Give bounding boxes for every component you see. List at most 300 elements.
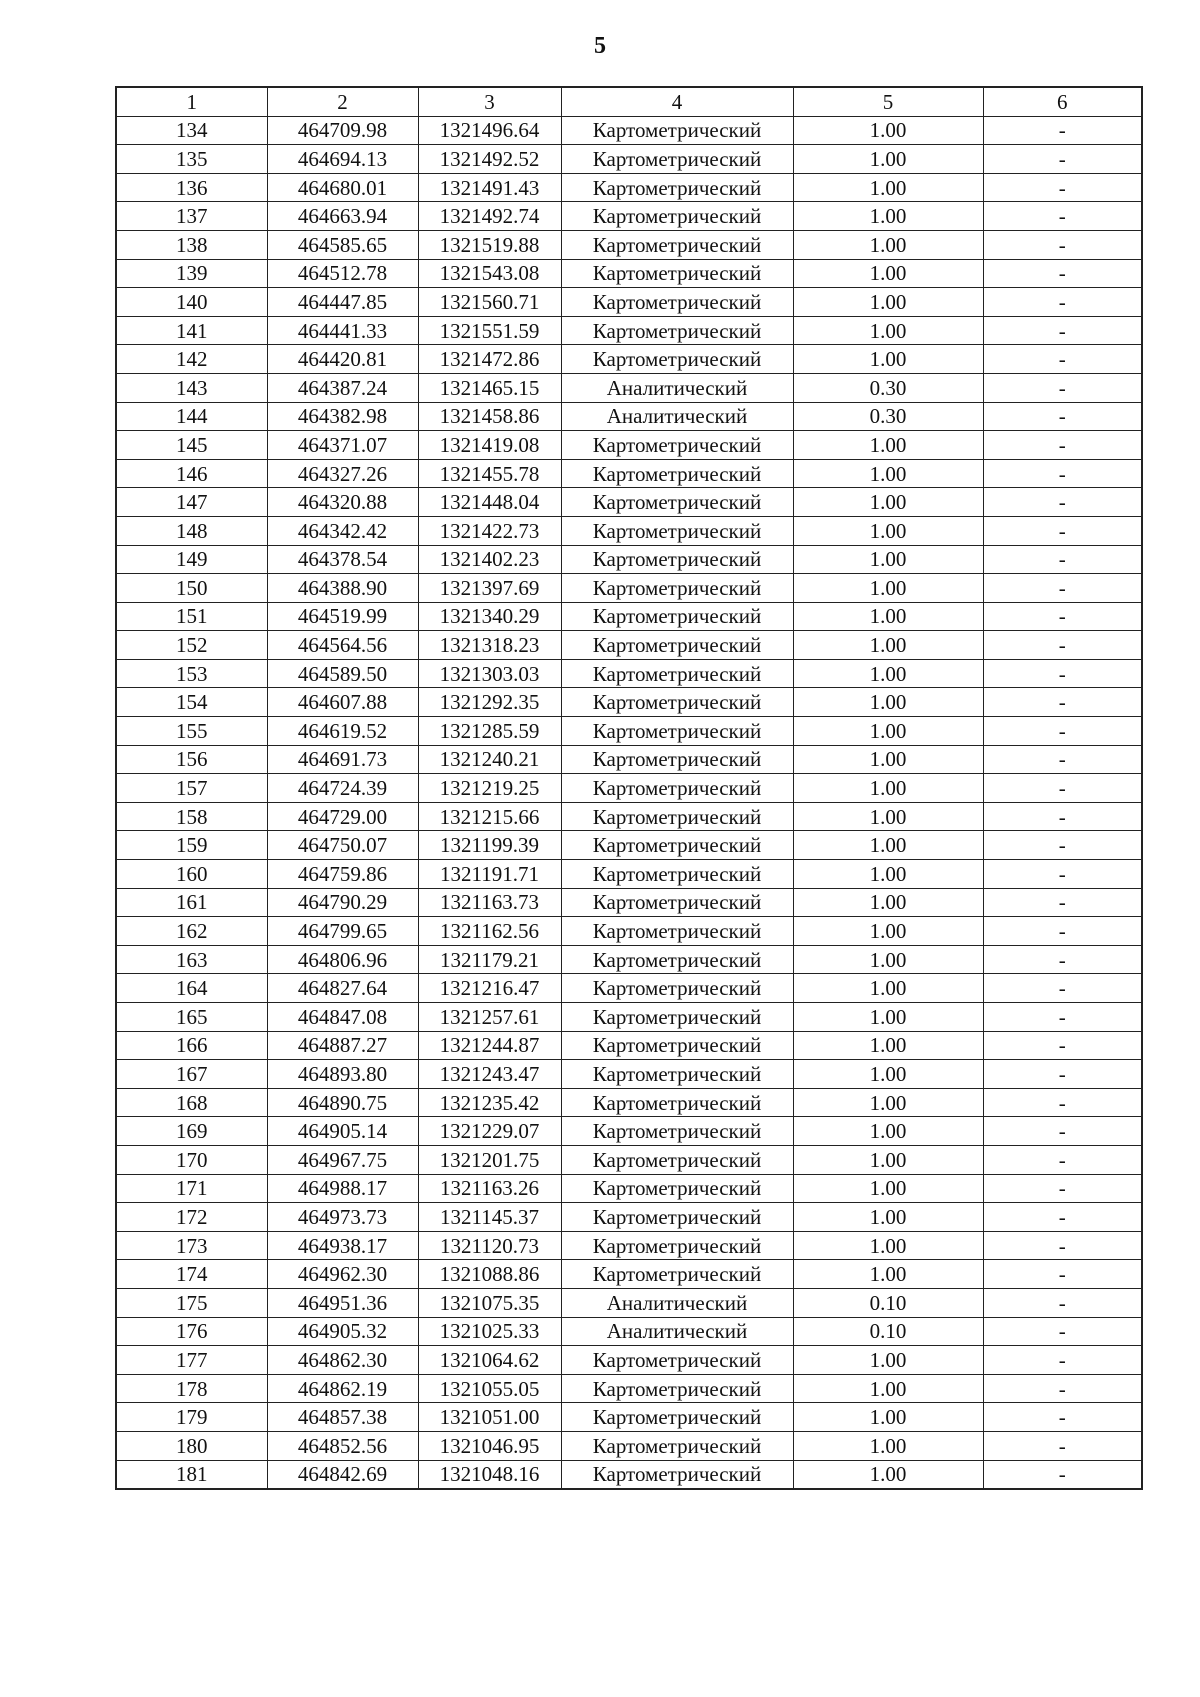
accuracy-cell: 1.00 <box>793 1231 983 1260</box>
table-row <box>116 316 1142 345</box>
x-coordinate-cell: 464327.26 <box>267 459 418 488</box>
table-row <box>116 1145 1142 1174</box>
method-cell: Картометрический <box>561 802 793 831</box>
description-cell: - <box>983 888 1142 917</box>
method-cell: Картометрический <box>561 1031 793 1060</box>
point-number-cell: 134 <box>116 116 267 145</box>
description-cell: - <box>983 1060 1142 1089</box>
y-coordinate-cell: 1321199.39 <box>418 831 561 860</box>
description-cell: - <box>983 516 1142 545</box>
y-coordinate-cell: 1321048.16 <box>418 1460 561 1489</box>
point-number-cell: 173 <box>116 1231 267 1260</box>
method-cell: Картометрический <box>561 288 793 317</box>
table-row <box>116 1031 1142 1060</box>
table-row <box>116 1460 1142 1489</box>
y-coordinate-cell: 1321465.15 <box>418 373 561 402</box>
y-coordinate-cell: 1321318.23 <box>418 631 561 660</box>
table-row <box>116 602 1142 631</box>
accuracy-cell: 1.00 <box>793 1174 983 1203</box>
accuracy-cell: 1.00 <box>793 545 983 574</box>
y-coordinate-cell: 1321243.47 <box>418 1060 561 1089</box>
table-body <box>116 116 1142 1489</box>
y-coordinate-cell: 1321219.25 <box>418 774 561 803</box>
coordinates-table <box>115 86 1143 1490</box>
description-cell: - <box>983 1174 1142 1203</box>
y-coordinate-cell: 1321215.66 <box>418 802 561 831</box>
description-cell: - <box>983 1117 1142 1146</box>
point-number-cell: 140 <box>116 288 267 317</box>
method-cell: Картометрический <box>561 1346 793 1375</box>
table-row <box>116 230 1142 259</box>
point-number-cell: 157 <box>116 774 267 803</box>
method-cell: Картометрический <box>561 860 793 889</box>
method-cell: Картометрический <box>561 173 793 202</box>
y-coordinate-cell: 1321519.88 <box>418 230 561 259</box>
y-coordinate-cell: 1321402.23 <box>418 545 561 574</box>
method-cell: Картометрический <box>561 717 793 746</box>
point-number-cell: 149 <box>116 545 267 574</box>
x-coordinate-cell: 464790.29 <box>267 888 418 917</box>
description-cell: - <box>983 1288 1142 1317</box>
point-number-cell: 154 <box>116 688 267 717</box>
point-number-cell: 166 <box>116 1031 267 1060</box>
method-cell: Картометрический <box>561 1403 793 1432</box>
method-cell: Картометрический <box>561 1174 793 1203</box>
y-coordinate-cell: 1321303.03 <box>418 659 561 688</box>
method-cell: Аналитический <box>561 373 793 402</box>
method-cell: Картометрический <box>561 259 793 288</box>
x-coordinate-cell: 464893.80 <box>267 1060 418 1089</box>
description-cell: - <box>983 431 1142 460</box>
accuracy-cell: 1.00 <box>793 1374 983 1403</box>
description-cell: - <box>983 402 1142 431</box>
point-number-cell: 146 <box>116 459 267 488</box>
table-row <box>116 974 1142 1003</box>
x-coordinate-cell: 464750.07 <box>267 831 418 860</box>
x-coordinate-cell: 464519.99 <box>267 602 418 631</box>
point-number-cell: 169 <box>116 1117 267 1146</box>
y-coordinate-cell: 1321216.47 <box>418 974 561 1003</box>
y-coordinate-cell: 1321397.69 <box>418 574 561 603</box>
accuracy-cell: 1.00 <box>793 688 983 717</box>
x-coordinate-cell: 464663.94 <box>267 202 418 231</box>
method-cell: Картометрический <box>561 917 793 946</box>
point-number-cell: 145 <box>116 431 267 460</box>
table-row <box>116 574 1142 603</box>
point-number-cell: 162 <box>116 917 267 946</box>
accuracy-cell: 1.00 <box>793 516 983 545</box>
y-coordinate-cell: 1321551.59 <box>418 316 561 345</box>
description-cell: - <box>983 688 1142 717</box>
method-cell: Картометрический <box>561 1203 793 1232</box>
accuracy-cell: 1.00 <box>793 1403 983 1432</box>
description-cell: - <box>983 316 1142 345</box>
x-coordinate-cell: 464847.08 <box>267 1003 418 1032</box>
y-coordinate-cell: 1321046.95 <box>418 1431 561 1460</box>
table-row <box>116 488 1142 517</box>
accuracy-cell: 0.10 <box>793 1317 983 1346</box>
accuracy-cell: 1.00 <box>793 116 983 145</box>
accuracy-cell: 1.00 <box>793 488 983 517</box>
accuracy-cell: 1.00 <box>793 1145 983 1174</box>
table-row <box>116 116 1142 145</box>
accuracy-cell: 1.00 <box>793 831 983 860</box>
x-coordinate-cell: 464724.39 <box>267 774 418 803</box>
x-coordinate-cell: 464619.52 <box>267 717 418 746</box>
point-number-cell: 160 <box>116 860 267 889</box>
description-cell: - <box>983 1317 1142 1346</box>
description-cell: - <box>983 831 1142 860</box>
table-row <box>116 1003 1142 1032</box>
x-coordinate-cell: 464371.07 <box>267 431 418 460</box>
table-row <box>116 860 1142 889</box>
method-cell: Картометрический <box>561 659 793 688</box>
y-coordinate-cell: 1321229.07 <box>418 1117 561 1146</box>
table-row <box>116 688 1142 717</box>
accuracy-cell: 1.00 <box>793 1431 983 1460</box>
table-row <box>116 659 1142 688</box>
accuracy-cell: 1.00 <box>793 1117 983 1146</box>
y-coordinate-cell: 1321025.33 <box>418 1317 561 1346</box>
description-cell: - <box>983 1346 1142 1375</box>
point-number-cell: 150 <box>116 574 267 603</box>
table-row <box>116 1117 1142 1146</box>
header-cell-1: 1 <box>116 87 267 116</box>
method-cell: Аналитический <box>561 1317 793 1346</box>
accuracy-cell: 1.00 <box>793 230 983 259</box>
x-coordinate-cell: 464729.00 <box>267 802 418 831</box>
x-coordinate-cell: 464589.50 <box>267 659 418 688</box>
x-coordinate-cell: 464342.42 <box>267 516 418 545</box>
point-number-cell: 155 <box>116 717 267 746</box>
y-coordinate-cell: 1321244.87 <box>418 1031 561 1060</box>
x-coordinate-cell: 464827.64 <box>267 974 418 1003</box>
y-coordinate-cell: 1321235.42 <box>418 1088 561 1117</box>
method-cell: Картометрический <box>561 488 793 517</box>
point-number-cell: 152 <box>116 631 267 660</box>
x-coordinate-cell: 464387.24 <box>267 373 418 402</box>
y-coordinate-cell: 1321492.74 <box>418 202 561 231</box>
method-cell: Картометрический <box>561 974 793 1003</box>
point-number-cell: 147 <box>116 488 267 517</box>
method-cell: Картометрический <box>561 945 793 974</box>
x-coordinate-cell: 464759.86 <box>267 860 418 889</box>
method-cell: Картометрический <box>561 1117 793 1146</box>
x-coordinate-cell: 464862.19 <box>267 1374 418 1403</box>
method-cell: Картометрический <box>561 1088 793 1117</box>
y-coordinate-cell: 1321491.43 <box>418 173 561 202</box>
description-cell: - <box>983 631 1142 660</box>
method-cell: Картометрический <box>561 202 793 231</box>
x-coordinate-cell: 464973.73 <box>267 1203 418 1232</box>
point-number-cell: 176 <box>116 1317 267 1346</box>
y-coordinate-cell: 1321492.52 <box>418 145 561 174</box>
y-coordinate-cell: 1321340.29 <box>418 602 561 631</box>
description-cell: - <box>983 602 1142 631</box>
x-coordinate-cell: 464680.01 <box>267 173 418 202</box>
y-coordinate-cell: 1321292.35 <box>418 688 561 717</box>
header-cell-4: 4 <box>561 87 793 116</box>
y-coordinate-cell: 1321422.73 <box>418 516 561 545</box>
accuracy-cell: 1.00 <box>793 1460 983 1489</box>
x-coordinate-cell: 464694.13 <box>267 145 418 174</box>
header-cell-5: 5 <box>793 87 983 116</box>
accuracy-cell: 1.00 <box>793 802 983 831</box>
point-number-cell: 181 <box>116 1460 267 1489</box>
point-number-cell: 167 <box>116 1060 267 1089</box>
description-cell: - <box>983 1374 1142 1403</box>
description-cell: - <box>983 802 1142 831</box>
x-coordinate-cell: 464962.30 <box>267 1260 418 1289</box>
table-row <box>116 745 1142 774</box>
point-number-cell: 138 <box>116 230 267 259</box>
y-coordinate-cell: 1321448.04 <box>418 488 561 517</box>
accuracy-cell: 1.00 <box>793 1060 983 1089</box>
accuracy-cell: 1.00 <box>793 1346 983 1375</box>
accuracy-cell: 1.00 <box>793 459 983 488</box>
point-number-cell: 178 <box>116 1374 267 1403</box>
description-cell: - <box>983 459 1142 488</box>
x-coordinate-cell: 464842.69 <box>267 1460 418 1489</box>
description-cell: - <box>983 373 1142 402</box>
y-coordinate-cell: 1321458.86 <box>418 402 561 431</box>
y-coordinate-cell: 1321179.21 <box>418 945 561 974</box>
y-coordinate-cell: 1321162.56 <box>418 917 561 946</box>
point-number-cell: 151 <box>116 602 267 631</box>
table-row <box>116 173 1142 202</box>
accuracy-cell: 1.00 <box>793 202 983 231</box>
y-coordinate-cell: 1321075.35 <box>418 1288 561 1317</box>
y-coordinate-cell: 1321240.21 <box>418 745 561 774</box>
table-row <box>116 1317 1142 1346</box>
table-row <box>116 1260 1142 1289</box>
header-cell-3: 3 <box>418 87 561 116</box>
accuracy-cell: 1.00 <box>793 945 983 974</box>
accuracy-cell: 0.30 <box>793 402 983 431</box>
description-cell: - <box>983 230 1142 259</box>
accuracy-cell: 1.00 <box>793 888 983 917</box>
method-cell: Картометрический <box>561 459 793 488</box>
accuracy-cell: 1.00 <box>793 288 983 317</box>
table-row <box>116 1403 1142 1432</box>
method-cell: Картометрический <box>561 545 793 574</box>
accuracy-cell: 0.10 <box>793 1288 983 1317</box>
y-coordinate-cell: 1321201.75 <box>418 1145 561 1174</box>
method-cell: Картометрический <box>561 431 793 460</box>
x-coordinate-cell: 464709.98 <box>267 116 418 145</box>
description-cell: - <box>983 1003 1142 1032</box>
x-coordinate-cell: 464857.38 <box>267 1403 418 1432</box>
description-cell: - <box>983 202 1142 231</box>
description-cell: - <box>983 545 1142 574</box>
table-row <box>116 802 1142 831</box>
table-row <box>116 1231 1142 1260</box>
point-number-cell: 158 <box>116 802 267 831</box>
x-coordinate-cell: 464441.33 <box>267 316 418 345</box>
table-header <box>116 87 1142 116</box>
description-cell: - <box>983 1460 1142 1489</box>
table-row <box>116 1431 1142 1460</box>
accuracy-cell: 1.00 <box>793 1031 983 1060</box>
method-cell: Картометрический <box>561 516 793 545</box>
x-coordinate-cell: 464378.54 <box>267 545 418 574</box>
x-coordinate-cell: 464862.30 <box>267 1346 418 1375</box>
x-coordinate-cell: 464691.73 <box>267 745 418 774</box>
method-cell: Картометрический <box>561 1460 793 1489</box>
description-cell: - <box>983 1431 1142 1460</box>
accuracy-cell: 1.00 <box>793 717 983 746</box>
x-coordinate-cell: 464607.88 <box>267 688 418 717</box>
table-row <box>116 202 1142 231</box>
x-coordinate-cell: 464905.14 <box>267 1117 418 1146</box>
point-number-cell: 137 <box>116 202 267 231</box>
method-cell: Картометрический <box>561 116 793 145</box>
point-number-cell: 135 <box>116 145 267 174</box>
method-cell: Картометрический <box>561 774 793 803</box>
method-cell: Картометрический <box>561 888 793 917</box>
point-number-cell: 174 <box>116 1260 267 1289</box>
accuracy-cell: 1.00 <box>793 774 983 803</box>
accuracy-cell: 1.00 <box>793 345 983 374</box>
description-cell: - <box>983 173 1142 202</box>
point-number-cell: 144 <box>116 402 267 431</box>
x-coordinate-cell: 464890.75 <box>267 1088 418 1117</box>
point-number-cell: 161 <box>116 888 267 917</box>
accuracy-cell: 1.00 <box>793 974 983 1003</box>
table-row <box>116 831 1142 860</box>
table-row <box>116 1088 1142 1117</box>
y-coordinate-cell: 1321088.86 <box>418 1260 561 1289</box>
method-cell: Картометрический <box>561 145 793 174</box>
table-row <box>116 1060 1142 1089</box>
x-coordinate-cell: 464799.65 <box>267 917 418 946</box>
accuracy-cell: 1.00 <box>793 431 983 460</box>
description-cell: - <box>983 1088 1142 1117</box>
table-row <box>116 259 1142 288</box>
table-row <box>116 459 1142 488</box>
accuracy-cell: 1.00 <box>793 316 983 345</box>
y-coordinate-cell: 1321560.71 <box>418 288 561 317</box>
method-cell: Картометрический <box>561 1431 793 1460</box>
header-cell-6: 6 <box>983 87 1142 116</box>
description-cell: - <box>983 1403 1142 1432</box>
x-coordinate-cell: 464447.85 <box>267 288 418 317</box>
description-cell: - <box>983 116 1142 145</box>
table-row <box>116 516 1142 545</box>
table-row <box>116 1174 1142 1203</box>
description-cell: - <box>983 860 1142 889</box>
y-coordinate-cell: 1321064.62 <box>418 1346 561 1375</box>
accuracy-cell: 1.00 <box>793 173 983 202</box>
y-coordinate-cell: 1321543.08 <box>418 259 561 288</box>
description-cell: - <box>983 288 1142 317</box>
point-number-cell: 170 <box>116 1145 267 1174</box>
point-number-cell: 156 <box>116 745 267 774</box>
description-cell: - <box>983 1031 1142 1060</box>
x-coordinate-cell: 464852.56 <box>267 1431 418 1460</box>
method-cell: Аналитический <box>561 402 793 431</box>
x-coordinate-cell: 464967.75 <box>267 1145 418 1174</box>
method-cell: Картометрический <box>561 1060 793 1089</box>
method-cell: Картометрический <box>561 602 793 631</box>
x-coordinate-cell: 464988.17 <box>267 1174 418 1203</box>
x-coordinate-cell: 464388.90 <box>267 574 418 603</box>
x-coordinate-cell: 464564.56 <box>267 631 418 660</box>
accuracy-cell: 1.00 <box>793 1203 983 1232</box>
description-cell: - <box>983 659 1142 688</box>
point-number-cell: 153 <box>116 659 267 688</box>
accuracy-cell: 1.00 <box>793 574 983 603</box>
table-row <box>116 774 1142 803</box>
y-coordinate-cell: 1321285.59 <box>418 717 561 746</box>
accuracy-cell: 1.00 <box>793 1003 983 1032</box>
y-coordinate-cell: 1321496.64 <box>418 116 561 145</box>
accuracy-cell: 1.00 <box>793 745 983 774</box>
accuracy-cell: 1.00 <box>793 1260 983 1289</box>
header-cell-2: 2 <box>267 87 418 116</box>
point-number-cell: 175 <box>116 1288 267 1317</box>
method-cell: Картометрический <box>561 345 793 374</box>
method-cell: Картометрический <box>561 1374 793 1403</box>
point-number-cell: 142 <box>116 345 267 374</box>
description-cell: - <box>983 774 1142 803</box>
header-row <box>116 87 1142 116</box>
table-row <box>116 888 1142 917</box>
point-number-cell: 177 <box>116 1346 267 1375</box>
method-cell: Картометрический <box>561 631 793 660</box>
description-cell: - <box>983 945 1142 974</box>
y-coordinate-cell: 1321455.78 <box>418 459 561 488</box>
method-cell: Картометрический <box>561 1231 793 1260</box>
description-cell: - <box>983 488 1142 517</box>
accuracy-cell: 1.00 <box>793 145 983 174</box>
accuracy-cell: 1.00 <box>793 602 983 631</box>
method-cell: Картометрический <box>561 745 793 774</box>
x-coordinate-cell: 464585.65 <box>267 230 418 259</box>
x-coordinate-cell: 464420.81 <box>267 345 418 374</box>
point-number-cell: 148 <box>116 516 267 545</box>
table-row <box>116 917 1142 946</box>
table-row <box>116 545 1142 574</box>
x-coordinate-cell: 464951.36 <box>267 1288 418 1317</box>
accuracy-cell: 1.00 <box>793 659 983 688</box>
table-row <box>116 288 1142 317</box>
y-coordinate-cell: 1321120.73 <box>418 1231 561 1260</box>
x-coordinate-cell: 464806.96 <box>267 945 418 974</box>
y-coordinate-cell: 1321145.37 <box>418 1203 561 1232</box>
method-cell: Картометрический <box>561 1260 793 1289</box>
table-row <box>116 945 1142 974</box>
point-number-cell: 168 <box>116 1088 267 1117</box>
table-row <box>116 631 1142 660</box>
point-number-cell: 143 <box>116 373 267 402</box>
accuracy-cell: 1.00 <box>793 917 983 946</box>
table-row <box>116 145 1142 174</box>
method-cell: Картометрический <box>561 574 793 603</box>
point-number-cell: 164 <box>116 974 267 1003</box>
accuracy-cell: 1.00 <box>793 1088 983 1117</box>
page-number: 5 <box>594 33 606 59</box>
y-coordinate-cell: 1321191.71 <box>418 860 561 889</box>
description-cell: - <box>983 145 1142 174</box>
description-cell: - <box>983 1145 1142 1174</box>
description-cell: - <box>983 1203 1142 1232</box>
x-coordinate-cell: 464320.88 <box>267 488 418 517</box>
table-row <box>116 402 1142 431</box>
y-coordinate-cell: 1321419.08 <box>418 431 561 460</box>
x-coordinate-cell: 464512.78 <box>267 259 418 288</box>
x-coordinate-cell: 464905.32 <box>267 1317 418 1346</box>
